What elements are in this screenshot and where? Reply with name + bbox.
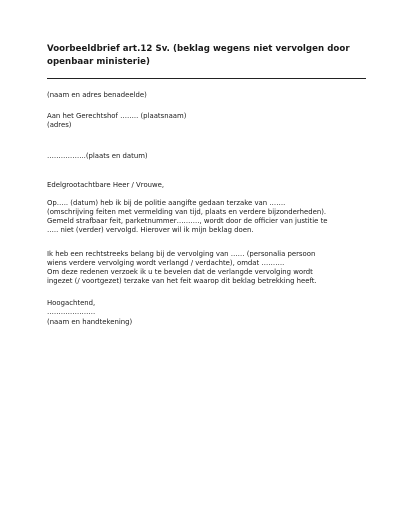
body-paragraph-1-line-4: ….. niet (verder) vervolgd. Hierover wil ik mijn beklag doen. [47, 226, 254, 234]
body-paragraph-1-line-1: Op….. (datum) heb ik bij de politie aangifte gedaan terzake van ……. [47, 199, 286, 207]
signature-name: (naam en handtekening) [47, 318, 133, 326]
body-paragraph-1-line-2: (omschrijving feiten met vermelding van tijd, plaats en verdere bijzonderheden). [47, 208, 327, 216]
letter-title: Voorbeeldbrief art.12 Sv. (beklag wegens niet vervolgen door openbaar ministerie) [47, 44, 350, 67]
body-paragraph-2-line-1: Ik heb een rechtstreeks belang bij de vervolging van …… (personalia persoon [47, 250, 316, 258]
body-paragraph-2-line-2: wiens verdere vervolging wordt verlangd / verdachte), omdat ………. [47, 259, 285, 267]
closing: Hoogachtend, [47, 299, 96, 307]
title-divider [47, 78, 366, 79]
recipient-address: (adres) [47, 121, 72, 129]
place-and-date: ……………..(plaats en datum) [47, 152, 148, 160]
body-paragraph-2-line-4: ingezet (/ voortgezet) terzake van het feit waarop dit beklag betrekking heeft. [47, 277, 317, 285]
salutation: Edelgrootachtbare Heer / Vrouwe, [47, 181, 165, 189]
sender-name-address: (naam en adres benadeelde) [47, 91, 147, 99]
body-paragraph-2-line-3: Om deze redenen verzoek ik u te bevelen dat de verlangde vervolging wordt [47, 268, 313, 276]
signature-line: ………………… [47, 308, 96, 316]
body-paragraph-1-line-3: Gemeld strafbaar feit, parketnummer………., wordt door de officier van justitie te [47, 217, 328, 225]
recipient-court: Aan het Gerechtshof …….. (plaatsnaam) [47, 112, 187, 120]
